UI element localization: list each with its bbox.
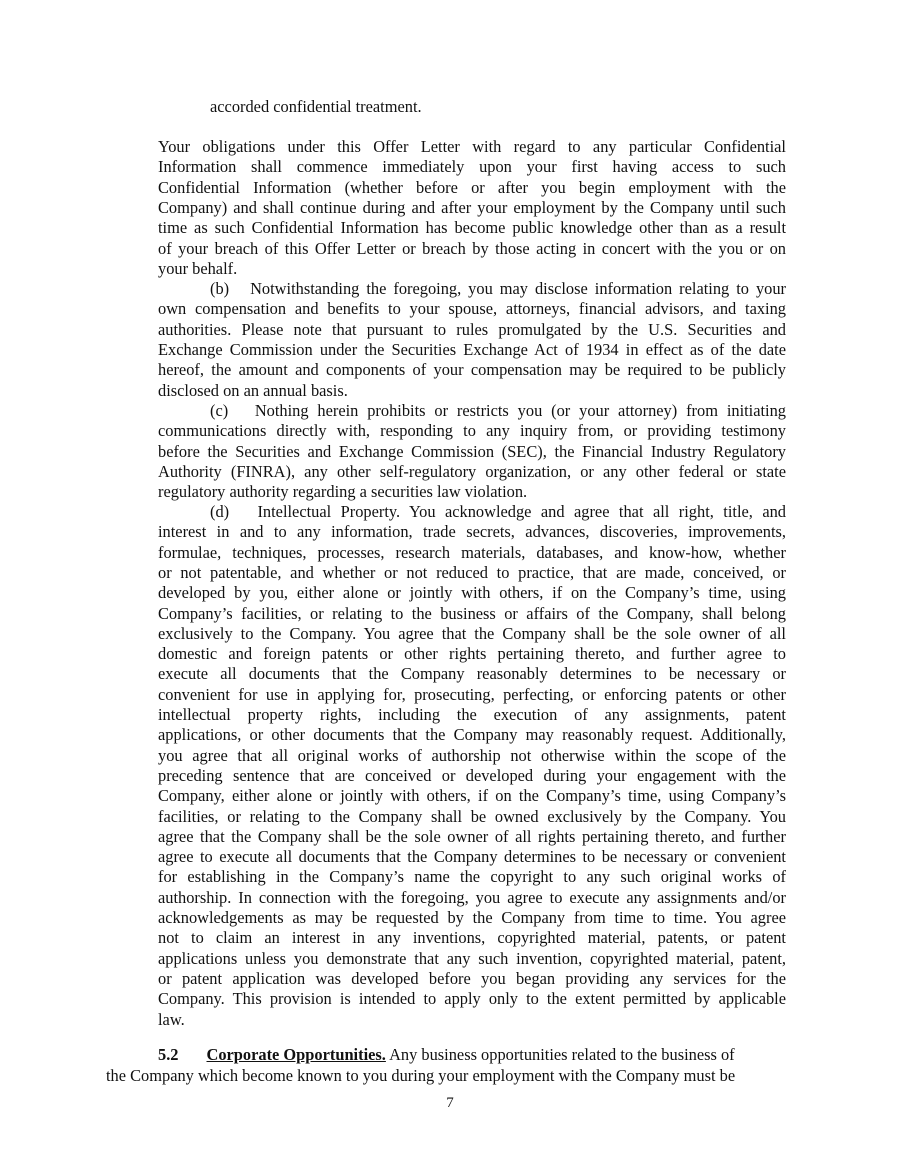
paragraph-obligations-line: time as such Confidential Information has become public knowledge other than as a result xyxy=(158,218,786,238)
paragraph-b-line: Exchange Commission under the Securities Exchange Act of 1934 in effect as of the date xyxy=(158,339,786,359)
section-title: Corporate Opportunities. xyxy=(206,1045,386,1064)
paragraph-c-line: regulatory authority regarding a securities law violation. xyxy=(158,482,528,502)
paragraph-b-line: authorities. Please note that pursuant to rules promulgated by the U.S. Securities and xyxy=(158,319,786,339)
paragraph-d-line: applications unless you demonstrate that any such invention, copyrighted material, patent, xyxy=(158,948,786,968)
paragraph-d-line: not to claim an interest in any inventions, copyrighted material, patents, or patent xyxy=(158,928,786,948)
section-5-2-line-2: the Company which become known to you during your employment with the Company must be xyxy=(106,1066,736,1085)
section-text: Any business opportunities related to the business of xyxy=(385,1045,735,1064)
paragraph-d-line: interest in and to any information, trade secrets, advances, discoveries, improvements, xyxy=(158,522,786,542)
paragraph-d-line: law. xyxy=(158,1009,185,1029)
paragraph-d-line: formulae, techniques, processes, research materials, databases, and know-how, whether xyxy=(158,542,786,562)
paragraph-d-line: you agree that all original works of authorship not otherwise within the scope of the xyxy=(158,745,786,765)
lead-line: accorded confidential treatment. xyxy=(210,97,422,116)
paragraph-obligations-line: Your obligations under this Offer Letter with regard to any particular Confidential xyxy=(158,137,786,156)
paragraph-d-line: authorship. In connection with the foregoing, you agree to execute any assignments and/or xyxy=(158,887,786,907)
paragraph-d-line: acknowledgements as may be requested by the Company from time to time. You agree xyxy=(158,908,786,927)
paragraph-d-line: facilities, or relating to the Company shall be owned exclusively by the Company. You xyxy=(158,806,786,826)
paragraph-b-line: (b) Notwithstanding the foregoing, you may disclose information relating to your xyxy=(210,279,786,298)
paragraph-obligations-line: Information shall commence immediately upon your first having access to such xyxy=(158,157,786,177)
paragraph-obligations-line: of your breach of this Offer Letter or breach by those acting in concert with the you or on xyxy=(158,238,786,258)
paragraph-c-line: before the Securities and Exchange Commission (SEC), the Financial Industry Regulatory xyxy=(158,441,786,461)
paragraph-d-line: preceding sentence that are conceived or developed during your engagement with the xyxy=(158,765,786,785)
paragraph-d-line: applications, or other documents that the Company may reasonably request. Additionally, xyxy=(158,725,786,745)
paragraph-obligations-line: Company) and shall continue during and after your employment by the Company until such xyxy=(158,197,786,217)
paragraph-c-line: Authority (FINRA), any other self-regulatory organization, or any other federal or state xyxy=(158,461,786,481)
paragraph-d-line: Company’s facilities, or relating to the business or affairs of the Company, shall belong xyxy=(158,603,786,623)
paragraph-c-line: communications directly with, responding to any inquiry from, or providing testimony xyxy=(158,421,786,441)
paragraph-b-line: hereof, the amount and components of your compensation may be required to be publicly xyxy=(158,360,786,380)
paragraph-c-line: (c) Nothing herein prohibits or restricts you (or your attorney) from initiating xyxy=(210,401,786,420)
section-5-2-heading-line xyxy=(158,1045,784,1065)
paragraph-b-line: own compensation and benefits to your spouse, attorneys, financial advisors, and taxing xyxy=(158,299,786,319)
paragraph-d-line: intellectual property rights, including the execution of any assignments, patent xyxy=(158,705,786,724)
paragraph-d-line: developed by you, either alone or jointly with others, if on the Company’s time, using xyxy=(158,583,786,603)
paragraph-d-line: for establishing in the Company’s name the copyright to any such original works of xyxy=(158,867,786,887)
paragraph-d-line: (d) Intellectual Property. You acknowledge and agree that all right, title, and xyxy=(210,502,786,521)
paragraph-d-line: or not patentable, and whether or not reduced to practice, that are made, conceived, or xyxy=(158,562,786,582)
paragraph-d-line: execute all documents that the Company reasonably determines to be necessary or xyxy=(158,664,786,684)
paragraph-d-line: agree that the Company shall be the sole owner of all rights pertaining thereto, and further xyxy=(158,826,786,846)
page-number: 7 xyxy=(446,1095,454,1111)
paragraph-obligations-line: your behalf. xyxy=(158,258,238,278)
paragraph-d-line: Company. This provision is intended to apply only to the extent permitted by applicable xyxy=(158,989,786,1009)
paragraph-d-line: Company, either alone or jointly with others, if on the Company’s time, using Company’s xyxy=(158,786,786,806)
paragraph-b-line: disclosed on an annual basis. xyxy=(158,380,348,400)
paragraph-d-line: domestic and foreign patents or other rights pertaining thereto, and further agree to xyxy=(158,644,786,664)
paragraph-d-line: or patent application was developed before you began providing any services for the xyxy=(158,968,786,988)
paragraph-d-line: exclusively to the Company. You agree that the Company shall be the sole owner of all xyxy=(158,623,786,643)
section-number: 5.2 xyxy=(158,1045,179,1064)
paragraph-d-line: agree to execute all documents that the Company determines to be necessary or convenient xyxy=(158,847,786,867)
paragraph-d-line: convenient for use in applying for, prosecuting, perfecting, or enforcing patents or other xyxy=(158,684,786,704)
paragraph-obligations-line: Confidential Information (whether before or after you begin employment with the xyxy=(158,177,786,197)
